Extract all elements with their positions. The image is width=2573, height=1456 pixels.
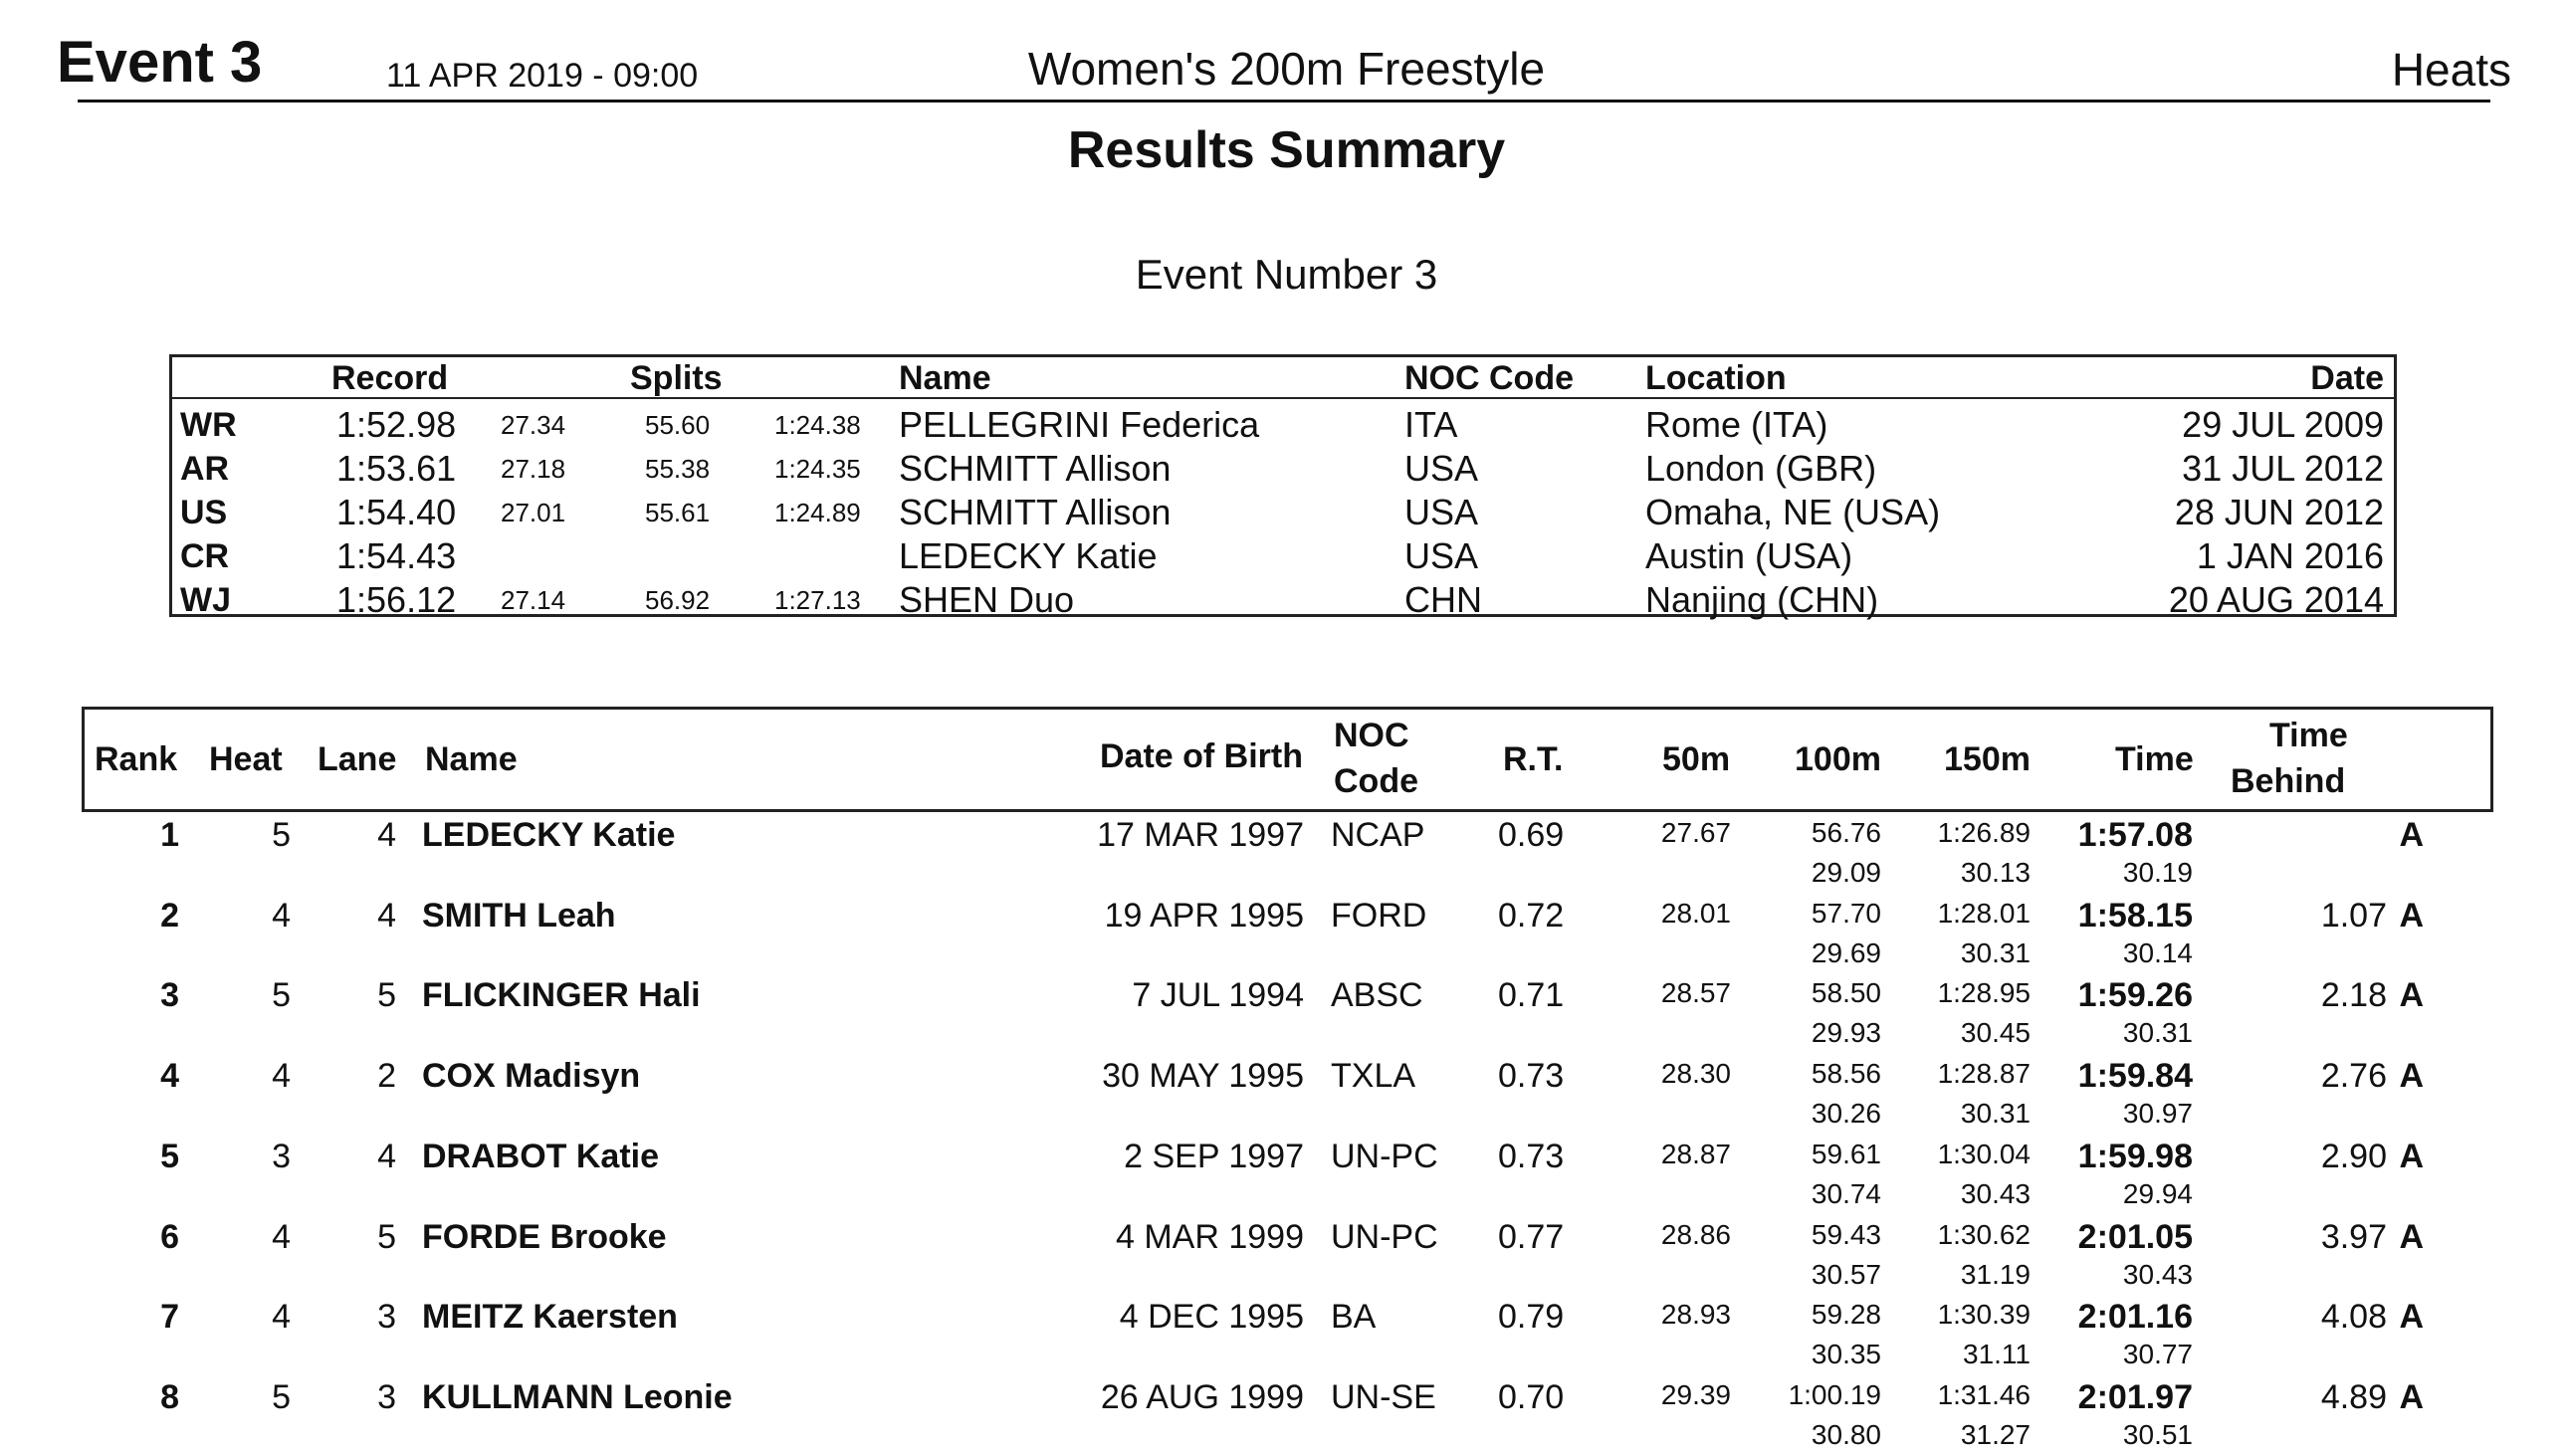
result-final-time: 1:57.08 — [2077, 816, 2193, 854]
result-150m: 1:28.95 — [1937, 977, 2031, 1009]
result-reaction-time: 0.71 — [1498, 976, 1565, 1015]
result-rank: 7 — [160, 1298, 179, 1337]
result-athlete-name: FORDE Brooke — [422, 1217, 667, 1256]
result-reaction-time: 0.69 — [1498, 816, 1565, 854]
result-row — [0, 1136, 2573, 1215]
result-150m: 1:30.39 — [1937, 1299, 2031, 1331]
result-split-200m: 30.43 — [2122, 1258, 2193, 1290]
record-date: 20 AUG 2014 — [2168, 579, 2384, 620]
record-row — [172, 491, 2394, 534]
result-split-200m: 30.19 — [2122, 857, 2193, 888]
result-athlete-name: DRABOT Katie — [422, 1137, 660, 1175]
result-split-200m: 30.77 — [2122, 1339, 2193, 1370]
result-athlete-name: MEITZ Kaersten — [422, 1298, 678, 1337]
record-noc: CHN — [1404, 579, 1482, 620]
result-150m: 1:30.62 — [1937, 1218, 2031, 1250]
result-time-behind: 2.76 — [2320, 1057, 2387, 1096]
record-time: 1:53.61 — [336, 448, 457, 489]
result-split-100m: 30.57 — [1811, 1258, 1881, 1290]
result-noc-code: FORD — [1331, 896, 1427, 935]
event-title: Women's 200m Freestyle — [1027, 43, 1546, 95]
result-split-150m: 31.11 — [1963, 1339, 2031, 1370]
results-header-noc-line2: Code — [1334, 762, 1418, 800]
record-code: WR — [180, 406, 237, 444]
record-holder-name: SCHMITT Allison — [899, 492, 1172, 532]
record-location: London (GBR) — [1645, 448, 1877, 489]
result-lane: 3 — [377, 1377, 396, 1416]
result-noc-code: UN-SE — [1331, 1377, 1436, 1416]
round-label: Heats — [2391, 44, 2511, 96]
result-100m: 59.28 — [1811, 1299, 1881, 1331]
record-row — [172, 447, 2394, 491]
result-100m: 58.56 — [1811, 1058, 1881, 1090]
result-100m: 57.70 — [1811, 897, 1881, 929]
record-code: WJ — [180, 581, 231, 619]
result-lane: 4 — [377, 1137, 396, 1175]
record-date: 31 JUL 2012 — [2182, 448, 2384, 489]
result-rank: 3 — [160, 976, 179, 1015]
record-split-150: 1:24.89 — [774, 498, 861, 527]
result-rank: 5 — [160, 1137, 179, 1175]
result-athlete-name: KULLMANN Leonie — [422, 1377, 733, 1416]
results-header-100m: 100m — [1795, 740, 1881, 778]
record-split-50: 27.18 — [501, 454, 566, 484]
result-reaction-time: 0.73 — [1498, 1137, 1565, 1175]
record-split-50: 27.01 — [501, 498, 566, 527]
results-header-noc-line1: NOC — [1334, 717, 1409, 754]
result-split-150m: 30.31 — [1960, 1098, 2031, 1130]
result-100m: 1:00.19 — [1788, 1378, 1881, 1410]
result-qualifier: A — [2399, 1298, 2424, 1337]
record-date: 29 JUL 2009 — [2182, 404, 2384, 445]
record-date: 1 JAN 2016 — [2196, 535, 2384, 576]
result-time-behind: 2.18 — [2320, 976, 2387, 1015]
results-header-50m: 50m — [1662, 740, 1731, 778]
result-reaction-time: 0.73 — [1498, 1057, 1565, 1096]
result-reaction-time: 0.70 — [1498, 1377, 1565, 1416]
result-noc-code: TXLA — [1331, 1057, 1416, 1096]
records-header-location: Location — [1645, 359, 1787, 397]
result-50m: 28.30 — [1660, 1058, 1731, 1090]
record-row — [172, 578, 2394, 622]
result-heat: 4 — [272, 1217, 291, 1256]
records-table — [169, 354, 2397, 620]
result-time-behind: 2.90 — [2320, 1137, 2387, 1175]
result-date-of-birth: 7 JUL 1994 — [1132, 976, 1304, 1015]
record-date: 28 JUN 2012 — [2174, 492, 2384, 532]
results-header-lane: Lane — [318, 740, 397, 778]
record-split-100: 55.60 — [645, 410, 711, 440]
result-split-100m: 30.35 — [1811, 1339, 1881, 1370]
result-reaction-time: 0.72 — [1498, 896, 1565, 935]
result-split-100m: 29.93 — [1811, 1017, 1881, 1049]
result-final-time: 1:58.15 — [2077, 896, 2193, 935]
result-final-time: 1:59.26 — [2077, 976, 2193, 1015]
event-number: Event Number 3 — [1135, 251, 1438, 298]
result-split-150m: 31.27 — [1960, 1418, 2031, 1450]
result-heat: 5 — [272, 976, 291, 1015]
results-header-behind-line2: Behind — [2231, 762, 2346, 800]
result-noc-code: UN-PC — [1331, 1137, 1438, 1175]
record-holder-name: LEDECKY Katie — [899, 535, 1158, 576]
result-date-of-birth: 2 SEP 1997 — [1124, 1137, 1304, 1175]
result-50m: 29.39 — [1660, 1378, 1731, 1410]
result-noc-code: NCAP — [1331, 816, 1425, 854]
result-150m: 1:26.89 — [1937, 817, 2031, 848]
result-time-behind: 4.08 — [2320, 1298, 2387, 1337]
record-location: Nanjing (CHN) — [1645, 579, 1879, 620]
record-split-100: 55.38 — [645, 454, 711, 484]
result-reaction-time: 0.79 — [1498, 1298, 1565, 1337]
result-lane: 3 — [377, 1298, 396, 1337]
result-athlete-name: COX Madisyn — [422, 1057, 641, 1096]
results-header-rank: Rank — [95, 740, 178, 778]
result-split-100m: 30.80 — [1811, 1418, 1881, 1450]
result-100m: 58.50 — [1811, 977, 1881, 1009]
record-location: Austin (USA) — [1645, 535, 1853, 576]
result-row — [0, 1376, 2573, 1456]
result-lane: 4 — [377, 896, 396, 935]
record-split-100: 56.92 — [645, 585, 711, 615]
result-split-150m: 30.45 — [1960, 1017, 2031, 1049]
result-100m: 56.76 — [1811, 817, 1881, 848]
result-heat: 3 — [272, 1137, 291, 1175]
result-row — [0, 974, 2573, 1054]
result-date-of-birth: 17 MAR 1997 — [1097, 816, 1304, 854]
results-header-name: Name — [425, 740, 518, 778]
result-qualifier: A — [2399, 976, 2424, 1015]
result-lane: 4 — [377, 816, 396, 854]
result-time-behind: 3.97 — [2320, 1217, 2387, 1256]
record-noc: USA — [1404, 492, 1479, 532]
result-150m: 1:28.01 — [1937, 897, 2031, 929]
record-split-50: 27.34 — [501, 410, 566, 440]
result-split-150m: 30.13 — [1960, 857, 2031, 888]
result-heat: 5 — [272, 816, 291, 854]
record-split-150: 1:27.13 — [774, 585, 861, 615]
event-label: Event 3 — [57, 30, 263, 95]
result-final-time: 1:59.84 — [2077, 1057, 2193, 1096]
record-row — [172, 534, 2394, 578]
results-header-behind-line1: Time — [2269, 717, 2348, 754]
result-qualifier: A — [2399, 1217, 2424, 1256]
record-noc: USA — [1404, 535, 1479, 576]
records-header-divider — [172, 397, 2394, 399]
result-heat: 4 — [272, 896, 291, 935]
record-split-150: 1:24.35 — [774, 454, 861, 484]
result-rank: 4 — [160, 1057, 179, 1096]
result-noc-code: ABSC — [1331, 976, 1423, 1015]
result-150m: 1:28.87 — [1937, 1058, 2031, 1090]
record-noc: ITA — [1404, 404, 1458, 445]
result-final-time: 2:01.16 — [2077, 1298, 2193, 1337]
result-split-200m: 30.31 — [2122, 1017, 2193, 1049]
result-rank: 1 — [160, 816, 179, 854]
result-50m: 28.01 — [1660, 897, 1731, 929]
result-rank: 6 — [160, 1217, 179, 1256]
result-rank: 8 — [160, 1377, 179, 1416]
result-50m: 27.67 — [1660, 817, 1731, 848]
result-athlete-name: LEDECKY Katie — [422, 816, 676, 854]
result-lane: 2 — [377, 1057, 396, 1096]
result-50m: 28.57 — [1660, 977, 1731, 1009]
results-header-150m: 150m — [1944, 740, 2031, 778]
result-date-of-birth: 26 AUG 1999 — [1100, 1377, 1304, 1416]
result-split-100m: 30.26 — [1811, 1098, 1881, 1130]
result-time-behind: 1.07 — [2320, 896, 2387, 935]
result-heat: 4 — [272, 1057, 291, 1096]
record-split-150: 1:24.38 — [774, 410, 861, 440]
record-location: Omaha, NE (USA) — [1645, 492, 1941, 532]
result-qualifier: A — [2399, 816, 2424, 854]
result-row — [0, 1296, 2573, 1375]
record-split-100: 55.61 — [645, 498, 711, 527]
result-100m: 59.61 — [1811, 1138, 1881, 1169]
record-holder-name: PELLEGRINI Federica — [899, 404, 1260, 445]
result-date-of-birth: 4 DEC 1995 — [1119, 1298, 1304, 1337]
record-time: 1:52.98 — [336, 404, 457, 445]
result-final-time: 2:01.97 — [2077, 1377, 2193, 1416]
result-noc-code: BA — [1331, 1298, 1377, 1337]
records-header-record: Record — [331, 359, 449, 397]
result-split-200m: 30.97 — [2122, 1098, 2193, 1130]
result-row — [0, 814, 2573, 894]
result-row — [0, 895, 2573, 974]
result-split-100m: 29.09 — [1811, 857, 1881, 888]
result-50m: 28.87 — [1660, 1138, 1731, 1169]
record-time: 1:54.40 — [336, 492, 457, 532]
result-noc-code: UN-PC — [1331, 1217, 1438, 1256]
records-header-date: Date — [2310, 359, 2384, 397]
result-qualifier: A — [2399, 1377, 2424, 1416]
result-final-time: 2:01.05 — [2077, 1217, 2193, 1256]
record-holder-name: SHEN Duo — [899, 579, 1075, 620]
result-date-of-birth: 30 MAY 1995 — [1102, 1057, 1304, 1096]
result-split-100m: 30.74 — [1811, 1177, 1881, 1209]
records-header-noc: NOC Code — [1404, 359, 1574, 397]
result-qualifier: A — [2399, 1057, 2424, 1096]
result-50m: 28.86 — [1660, 1218, 1731, 1250]
result-lane: 5 — [377, 1217, 396, 1256]
record-time: 1:56.12 — [336, 579, 457, 620]
result-time-behind: 4.89 — [2320, 1377, 2387, 1416]
result-qualifier: A — [2399, 1137, 2424, 1175]
record-noc: USA — [1404, 448, 1479, 489]
result-qualifier: A — [2399, 896, 2424, 935]
result-split-200m: 30.51 — [2122, 1418, 2193, 1450]
record-time: 1:54.43 — [336, 535, 457, 576]
record-split-50: 27.14 — [501, 585, 566, 615]
results-header-time: Time — [2115, 740, 2194, 778]
result-athlete-name: FLICKINGER Hali — [422, 976, 701, 1015]
result-split-150m: 30.31 — [1960, 936, 2031, 968]
record-holder-name: SCHMITT Allison — [899, 448, 1172, 489]
result-date-of-birth: 4 MAR 1999 — [1116, 1217, 1304, 1256]
result-split-100m: 29.69 — [1811, 936, 1881, 968]
result-100m: 59.43 — [1811, 1218, 1881, 1250]
results-header-dob: Date of Birth — [1100, 737, 1303, 775]
result-150m: 1:30.04 — [1937, 1138, 2031, 1169]
result-reaction-time: 0.77 — [1498, 1217, 1565, 1256]
results-header-heat: Heat — [209, 740, 283, 778]
page-title: Results Summary — [1067, 121, 1506, 179]
records-header-splits: Splits — [630, 359, 723, 397]
result-split-150m: 31.19 — [1960, 1258, 2031, 1290]
record-location: Rome (ITA) — [1645, 404, 1828, 445]
result-50m: 28.93 — [1660, 1299, 1731, 1331]
record-row — [172, 403, 2394, 447]
result-split-200m: 29.94 — [2122, 1177, 2193, 1209]
result-date-of-birth: 19 APR 1995 — [1104, 896, 1304, 935]
record-code: US — [180, 494, 228, 531]
result-rank: 2 — [160, 896, 179, 935]
result-row — [0, 1216, 2573, 1296]
result-final-time: 1:59.98 — [2077, 1137, 2193, 1175]
result-row — [0, 1055, 2573, 1135]
result-150m: 1:31.46 — [1937, 1378, 2031, 1410]
record-code: AR — [180, 450, 230, 488]
result-athlete-name: SMITH Leah — [422, 896, 616, 935]
header-divider — [78, 100, 2490, 103]
result-split-200m: 30.14 — [2122, 936, 2193, 968]
result-heat: 4 — [272, 1298, 291, 1337]
results-header — [82, 707, 2493, 812]
results-header-rt: R.T. — [1503, 740, 1564, 778]
record-code: CR — [180, 537, 230, 575]
result-split-150m: 30.43 — [1960, 1177, 2031, 1209]
result-heat: 5 — [272, 1377, 291, 1416]
event-datetime: 11 APR 2019 - 09:00 — [386, 57, 699, 95]
result-lane: 5 — [377, 976, 396, 1015]
records-header-name: Name — [899, 359, 991, 397]
